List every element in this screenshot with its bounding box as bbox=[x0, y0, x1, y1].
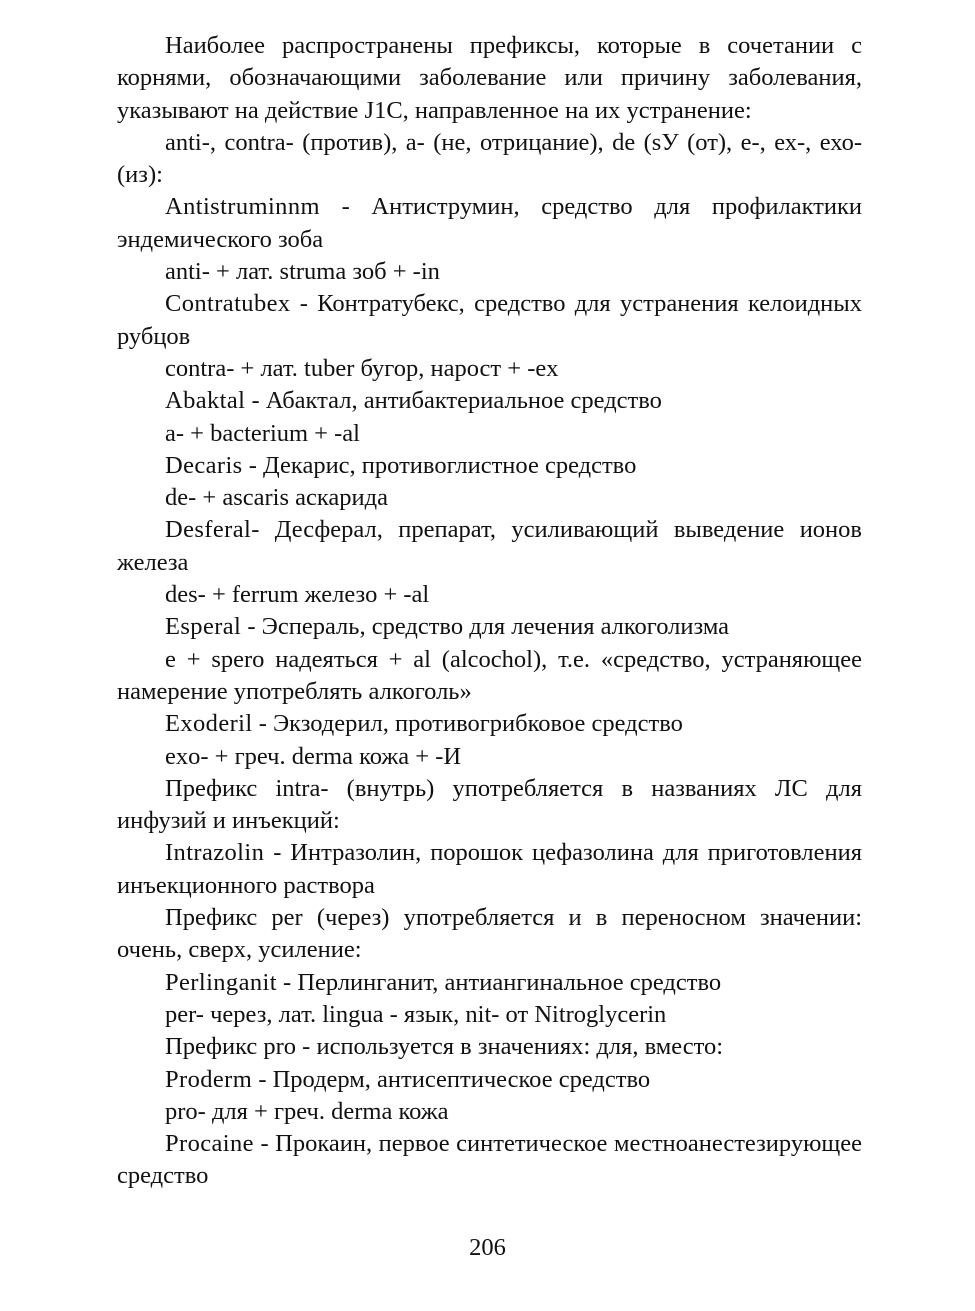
paragraph-text: Наиболее распространены префиксы, которые в сочетании с корнями, обозначающими заболевание или причину заболевания, указывают на действие J1С, направленное на их устранение: bbox=[117, 32, 862, 124]
etymology-antistrumin bbox=[117, 256, 862, 288]
etymology-desferal bbox=[117, 579, 862, 611]
paragraph-text: contra- + лат. tuber бугор, нарост + -ex bbox=[165, 354, 559, 382]
etymology-esperal bbox=[117, 644, 862, 709]
term-name: Esperal bbox=[165, 613, 242, 641]
term-name: Perlinganit bbox=[165, 968, 277, 996]
paragraph-text: Префикс intra- (внутрь) употребляется в названиях ЛС для инфузий и инъекций: bbox=[117, 774, 862, 835]
paragraph-text: е + spero надеяться + al (alcochol), т.е. «средство, устраняющее намерение употреблять алкоголь» bbox=[117, 645, 862, 705]
body-text bbox=[117, 30, 862, 1193]
paragraph-text: - Декарис, противоглистное средство bbox=[242, 451, 637, 479]
paragraph-intra-prefix bbox=[117, 773, 862, 838]
paragraph-text: - Десферал, препарат, усиливающий выведение ионов железа bbox=[117, 516, 862, 576]
entry-proderm bbox=[117, 1064, 862, 1096]
paragraph-text: - Прокаин, первое синтетическое местноанестезирующее средство bbox=[117, 1130, 862, 1190]
entry-esperal bbox=[117, 611, 862, 643]
paragraph-text: - Экзодерил, противогрибковое средство bbox=[252, 710, 683, 738]
paragraph-pro-prefix bbox=[117, 1031, 862, 1063]
paragraph-text: per- через, лат. lingua - язык, nit- от Nitroglycerin bbox=[165, 1000, 667, 1028]
entry-procaine bbox=[117, 1128, 862, 1193]
entry-decaris bbox=[117, 450, 862, 482]
entry-desferal bbox=[117, 514, 862, 579]
term-name: Procaine bbox=[165, 1130, 254, 1158]
paragraph-text: - Контратубекс, средство для устранения келоидных рубцов bbox=[117, 290, 862, 350]
paragraph-per-prefix bbox=[117, 902, 862, 967]
etymology-exoderil bbox=[117, 741, 862, 773]
term-name: Intrazolin bbox=[165, 839, 265, 867]
term-name: Desferal bbox=[165, 516, 252, 544]
paragraph-text: - Антиструмин, средство для профилактики эндемического зоба bbox=[117, 193, 862, 253]
etymology-contratubex bbox=[117, 353, 862, 385]
paragraph-text: - Перлинганит, антиангинальное средство bbox=[276, 968, 722, 996]
paragraph-text: exo- + греч. derma кожа + -И bbox=[165, 742, 462, 770]
paragraph-text: - Эспераль, средство для лечения алкоголизма bbox=[241, 613, 730, 641]
entry-exoderil bbox=[117, 708, 862, 740]
paragraph-intro bbox=[117, 30, 862, 127]
entry-abaktal bbox=[117, 385, 862, 417]
term-name: Decaris bbox=[165, 451, 243, 479]
page-number: 206 bbox=[469, 1234, 506, 1261]
paragraph-text: a- + bacterium + -al bbox=[165, 419, 360, 447]
paragraph-text: Префикс pro - используется в значениях: для, вместо: bbox=[165, 1033, 724, 1061]
paragraph-text: des- + ferrum железо + -al bbox=[165, 581, 430, 609]
term-name: Antistruminnm bbox=[165, 193, 320, 221]
entry-antistrumin bbox=[117, 191, 862, 256]
entry-perlinganit bbox=[117, 967, 862, 999]
etymology-perlinganit bbox=[117, 999, 862, 1031]
term-name: Contratubex bbox=[165, 290, 291, 318]
paragraph-text: de- + ascaris аскарида bbox=[165, 484, 388, 512]
paragraph-prefix-list bbox=[117, 127, 862, 192]
paragraph-text: - Интразолин, порошок цефазолина для приготовления инъекционного раствора bbox=[117, 839, 862, 899]
etymology-proderm bbox=[117, 1096, 862, 1128]
entry-intrazolin bbox=[117, 837, 862, 902]
etymology-decaris bbox=[117, 482, 862, 514]
term-name: Abaktal bbox=[165, 387, 246, 415]
paragraph-text: - Абактал, антибактериальное средство bbox=[245, 387, 662, 415]
etymology-abaktal bbox=[117, 418, 862, 450]
paragraph-text: - Продерм, антисептическое средство bbox=[252, 1065, 651, 1093]
paragraph-text: pro- для + греч. derma кожа bbox=[165, 1097, 449, 1125]
term-name: Exoderil bbox=[165, 710, 253, 738]
paragraph-text: Префикс per (через) употребляется и в переносном значении: очень, сверх, усиление: bbox=[117, 904, 862, 964]
term-name: Proderm bbox=[165, 1065, 253, 1093]
entry-contratubex bbox=[117, 288, 862, 353]
paragraph-text: anti-, contra- (против), а- (не, отрицание), de (sУ (от), е-, ех-, ехо-(из): bbox=[117, 128, 862, 189]
paragraph-text: anti- + лат. struma зоб + -in bbox=[165, 258, 440, 286]
